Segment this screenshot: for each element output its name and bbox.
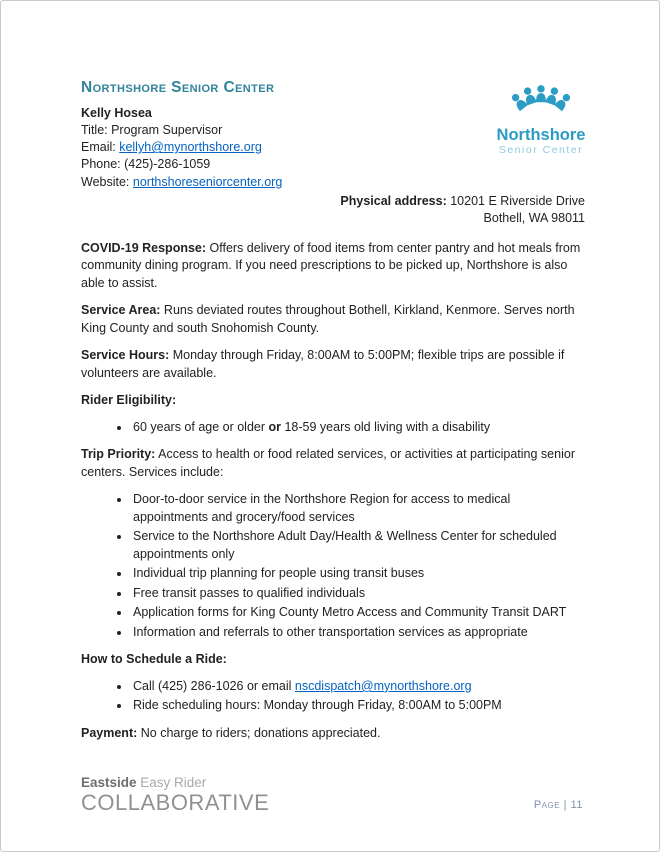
rider-eligibility-heading: Rider Eligibility: (81, 393, 177, 408)
page-number: Page | 11 (533, 799, 583, 811)
physical-address (81, 193, 585, 228)
service-hours-text: Monday through Friday, 8:00AM to 5:00PM; flexible trips are possible if volunteers are available. (81, 348, 565, 380)
schedule-call-text: Call (425) 286-1026 or email (133, 678, 295, 693)
service-area-label: Service Area: (81, 303, 161, 318)
rider-eligibility-list (81, 419, 585, 437)
brand-collaborative: COLLABORATIVE (81, 789, 270, 815)
address-label: Physical address: (340, 193, 447, 208)
list-item: • Individual trip planning for people using transit buses (131, 565, 585, 583)
trip-priority-label: Trip Priority: (81, 447, 156, 462)
contact-name: Kelly Hosea (81, 105, 152, 120)
trip-priority-text: Access to health or food related services, or activities at participating senior centers. Services include: (81, 447, 575, 479)
list-item: • Ride scheduling hours: Monday through Friday, 8:00AM to 5:00PM (131, 697, 585, 715)
service-hours-paragraph (81, 347, 585, 382)
email-label: Email: (81, 140, 120, 155)
covid-response-label: COVID-19 Response: (81, 240, 207, 255)
eligibility-text-pre: 60 years of age or older (133, 419, 269, 434)
contact-title: Title: Program Supervisor (81, 122, 223, 137)
list-item: • Information and referrals to other transportation services as appropriate (131, 624, 585, 642)
email-link[interactable]: kellyh@mynorthshore.org (119, 140, 262, 155)
website-link[interactable]: northshoreseniorcenter.org (132, 174, 283, 189)
eligibility-text-post: 18-59 years old living with a disability (281, 419, 491, 434)
trip-priority-paragraph (81, 446, 585, 481)
payment-label: Payment: (81, 725, 138, 740)
document-body (81, 77, 585, 752)
address-line-2: Bothell, WA 98011 (483, 211, 585, 226)
contact-phone: Phone: (425)-286-1059 (81, 157, 211, 172)
service-area-text: Runs deviated routes throughout Bothell, Kirkland, Kenmore. Serves north King County and south Snohomish County. (81, 303, 575, 335)
covid-response-text: Offers delivery of food items from center pantry and hot meals from community dining program. If you need prescriptions to be picked up, Northshore is also able to assist. (81, 240, 581, 290)
schedule-ride-heading: How to Schedule a Ride: (81, 652, 227, 667)
list-item: • Door-to-door service in the Northshore Region for access to medical appointments and grocery/food services (131, 491, 585, 526)
schedule-ride-list (81, 678, 585, 715)
address-street: 10201 E Riverside Drive (446, 193, 585, 208)
contact-website-line (81, 174, 585, 191)
list-item: • Application forms for King County Metro Access and Community Transit DART (131, 604, 585, 622)
dispatch-email-link[interactable]: nscdispatch@mynorthshore.org (294, 678, 472, 693)
list-item: • Free transit passes to qualified individuals (131, 585, 585, 603)
payment-paragraph (81, 725, 585, 743)
page-title: Northshore Senior Center (81, 79, 275, 96)
address-line-1 (81, 193, 585, 211)
trip-priority-list (81, 491, 585, 641)
website-label: Website: (81, 174, 133, 189)
contact-block (81, 105, 585, 191)
list-item (131, 419, 585, 437)
eligibility-text-bold: or (268, 419, 281, 434)
brand-easy-rider: Easy Rider (136, 774, 207, 790)
service-area-paragraph (81, 302, 585, 337)
logo-subtitle: Senior Center (498, 144, 584, 157)
list-item: • Service to the Northshore Adult Day/Health & Wellness Center for scheduled appointments only (131, 528, 585, 563)
covid-response-paragraph (81, 240, 585, 293)
service-hours-label: Service Hours: (81, 348, 170, 363)
contact-email-line (81, 139, 585, 156)
payment-text: No charge to riders; donations appreciated. (137, 725, 381, 740)
logo-name: Northshore (496, 126, 586, 144)
list-item (131, 678, 585, 696)
eastside-easy-rider-logo (81, 775, 269, 815)
brand-tagline (81, 775, 269, 791)
brand-eastside: Eastside (81, 774, 137, 790)
